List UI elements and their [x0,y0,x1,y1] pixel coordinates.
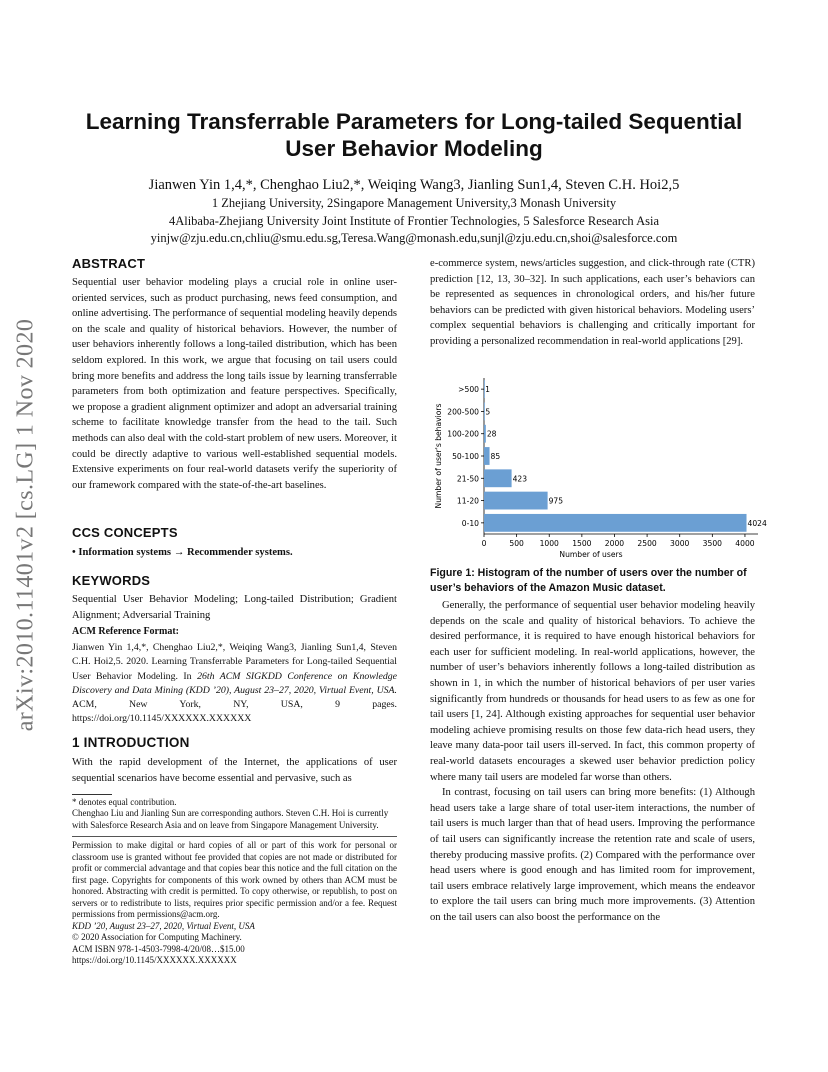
x-tick-label: 3000 [670,539,690,548]
x-tick-label: 1500 [572,539,592,548]
acm-ref-heading: ACM Reference Format: [72,626,179,637]
intro-text-left: With the rapid development of the Internet, the applications of user sequential scenarios have become essential and pervasive, such as [72,757,397,784]
data-label: 975 [548,496,564,506]
acm-ref-authors: Jianwen Yin 1,4,*, Chenghao Liu2,*, Weiqing Wang3, Jianling Sun1,4, Steven C.H. Hoi2,5. 2020. Learning Transferrable Parameters for Long-tailed Sequential User Behavior Modeling. In [72,642,397,682]
bar [484,447,490,465]
intro-text-right-top: e-commerce system, news/articles suggestion, and click-through rate (CTR) prediction [12, 13, 30–32]. In such applications, each user’s behaviors can be represented as sequences in chronological orders, and his/her future behaviors can be predicted with given historical behaviors. Modeling users’ complex sequential behaviors is challenging and critically important for providing a personalized recommendation in real-world applications [29]. [430,258,755,347]
intro-paragraph-2 [430,598,755,925]
x-tick-label: 0 [481,539,487,548]
intro-heading: 1 INTRODUCTION [72,735,190,750]
bar [484,514,747,532]
acm-ref-venue: 26th ACM SIGKDD Conference on Knowledge Discovery and Data Mining (KDD ’20), August 23–27, 2020, Virtual Event, USA. [72,670,397,696]
permission-rule [72,836,397,837]
affiliation-line-2: 4Alibaba-Zhejiang University Joint Institute of Frontier Technologies, 5 Salesforce Research Asia [168,214,660,228]
y-tick-label: 21-50 [456,474,479,484]
permission-copyright: © 2020 Association for Computing Machinery. [72,932,242,942]
footnote-rule [72,794,112,795]
ccs-concepts: • Information systems → Recommender systems. [72,547,293,558]
y-tick-label: 50-100 [452,452,479,461]
abstract-text: Sequential user behavior modeling plays a crucial role in online user-oriented services, such as product purchasing, news feed consumption, and online advertising. The performance of sequential modeling heavily depends on the scale and quality of historical behaviors. However, the number of user behaviors inherently follows a long-tailed distribution, which has been seldom explored. In this work, we argue that focusing on tail users could bring more benefits and address the long tails issue by learning transferrable parameters from both optimization and feature perspectives. Specifically, we propose a gradient alignment optimizer and adopt an adversarial training scheme to facilitate knowledge transfer from the head to the tail. Such methods can also deal with the cold-start problem of new users. Moreover, it could be directly adaptive to various well-established sequential models. Extensive experiments on four real-world datasets verify the superiority of our framework compared with the state-of-the-art baselines. [72,277,397,491]
acm-ref-tail: ACM, New York, NY, USA, 9 pages. https://doi.org/10.1145/XXXXXX.XXXXXX [72,699,397,725]
affiliation-line-1: 1 Zhejiang University, 2Singapore Management University,3 Monash University [211,196,617,210]
keywords-heading: KEYWORDS [72,573,151,588]
data-label: 423 [512,474,528,484]
abstract-heading: ABSTRACT [72,256,146,271]
data-label: 1 [485,385,490,395]
permission-block [72,840,397,967]
acm-reference [72,641,397,727]
footnote-equal: * denotes equal contribution. [72,797,177,807]
x-tick-label: 1000 [539,539,559,548]
x-axis-label: Number of users [559,550,623,559]
intro-p2-text: Generally, the performance of sequential user behavior modeling heavily depends on the scale and quality of historical behaviors. To achieve the desired performance, it is required to have enough historical behaviors for each user for sufficient modeling. In real-world applications, however, the number of user’s behaviors inherently follows a long-tailed distribution as shown in 1, in which the number of historical behaviors of per user varies significantly from hundreds or thousands for head users to as few as one for tail users [1, 24]. Although existing approaches for sequential user behavior modeling achieve promising results on those few data-rich head users, they leave many data-poor tail users ill-served. In fact, this common property of real-world datasets encourages a skewed user behavior prediction policy where many tail users are modeled far worse than others. [430,600,755,783]
bar [484,425,486,443]
x-tick-label: 2500 [637,539,657,548]
intro-p3-text: In contrast, focusing on tail users can bring more benefits: (1) Although head users take a large share of total user-item interactions, the number of tail users is much larger than that of head users. Improving the performance of tail users can significantly increase the retention rate and scale of users, thereby producing massive profits. (2) Compared with the performance over head users where is good enough and has limited room for improvement, tail users embrace relatively large improvement, which means the endeavor to explore the tail users can bring much more improvements. (3) Attention on the tail users can also boost the performance on the [430,787,755,923]
ccs-heading: CCS CONCEPTS [72,525,178,540]
data-label: 85 [490,452,501,461]
x-tick-label: 500 [509,539,524,548]
title-line-1: Learning Transferrable Parameters for Long-tailed Sequential [85,109,743,134]
arxiv-stamp [6,290,46,760]
y-axis-label: Number of user's behaviors [434,403,443,509]
permission-isbn: ACM ISBN 978-1-4503-7998-4/20/08…$15.00 [72,943,245,954]
y-tick-label: 0-10 [461,518,479,528]
data-label: 4024 [747,518,767,528]
x-tick-label: 4000 [735,539,755,548]
paper-title [60,108,768,162]
data-label: 5 [485,407,491,417]
y-tick-label: >500 [458,385,479,395]
permission-text: Permission to make digital or hard copies of all or part of this work for personal or classroom use is granted without fee provided that copies are not made or distributed for profit or commercial advantage and that copies bear this notice and the full citation on the first page. Copyrights for components of this work owned by others than ACM must be honored. Abstracting with credit is permitted. To copy otherwise, or republish, to post on servers or to redistribute to lists, requires prior specific permission and/or a fee. Request permissions from permissions@acm.org. [72,840,397,919]
email-line: yinjw@zju.edu.cn,chliu@smu.edu.sg,Teresa.Wang@monash.edu,sunjl@zju.edu.cn,shoi@salesforce.com [150,231,678,245]
figure-caption: Figure 1: Histogram of the number of users over the number of user’s behaviors of the Amazon Music dataset. [430,567,747,594]
x-tick-label: 3500 [702,539,722,548]
author-list: Jianwen Yin 1,4,*, Chenghao Liu2,*, Weiqing Wang3, Jianling Sun1,4, Steven C.H. Hoi2,5 [148,177,680,193]
histogram-chart [432,372,767,564]
keywords-text: Sequential User Behavior Modeling; Long-tailed Distribution; Gradient Alignment; Adversarial Training [72,594,397,621]
bar [484,469,512,487]
permission-venue: KDD ’20, August 23–27, 2020, Virtual Event, USA [72,920,255,931]
title-line-2: User Behavior Modeling [285,136,543,161]
y-tick-label: 100-200 [447,429,479,439]
footnote-corresponding: Chenghao Liu and Jianling Sun are corresponding authors. Steven C.H. Hoi is currently with Salesforce Research Asia and on leave from Singapore Management University. [72,808,389,830]
x-tick-label: 2000 [604,539,625,548]
y-tick-label: 11-20 [456,496,479,506]
y-tick-label: 200-500 [447,407,479,417]
data-label: 28 [486,429,497,439]
permission-doi: https://doi.org/10.1145/XXXXXX.XXXXXX [72,955,237,965]
arxiv-id: arXiv:2010.11401v2 [cs.LG] 1 Nov 2020 [12,318,39,732]
bar [484,492,548,510]
